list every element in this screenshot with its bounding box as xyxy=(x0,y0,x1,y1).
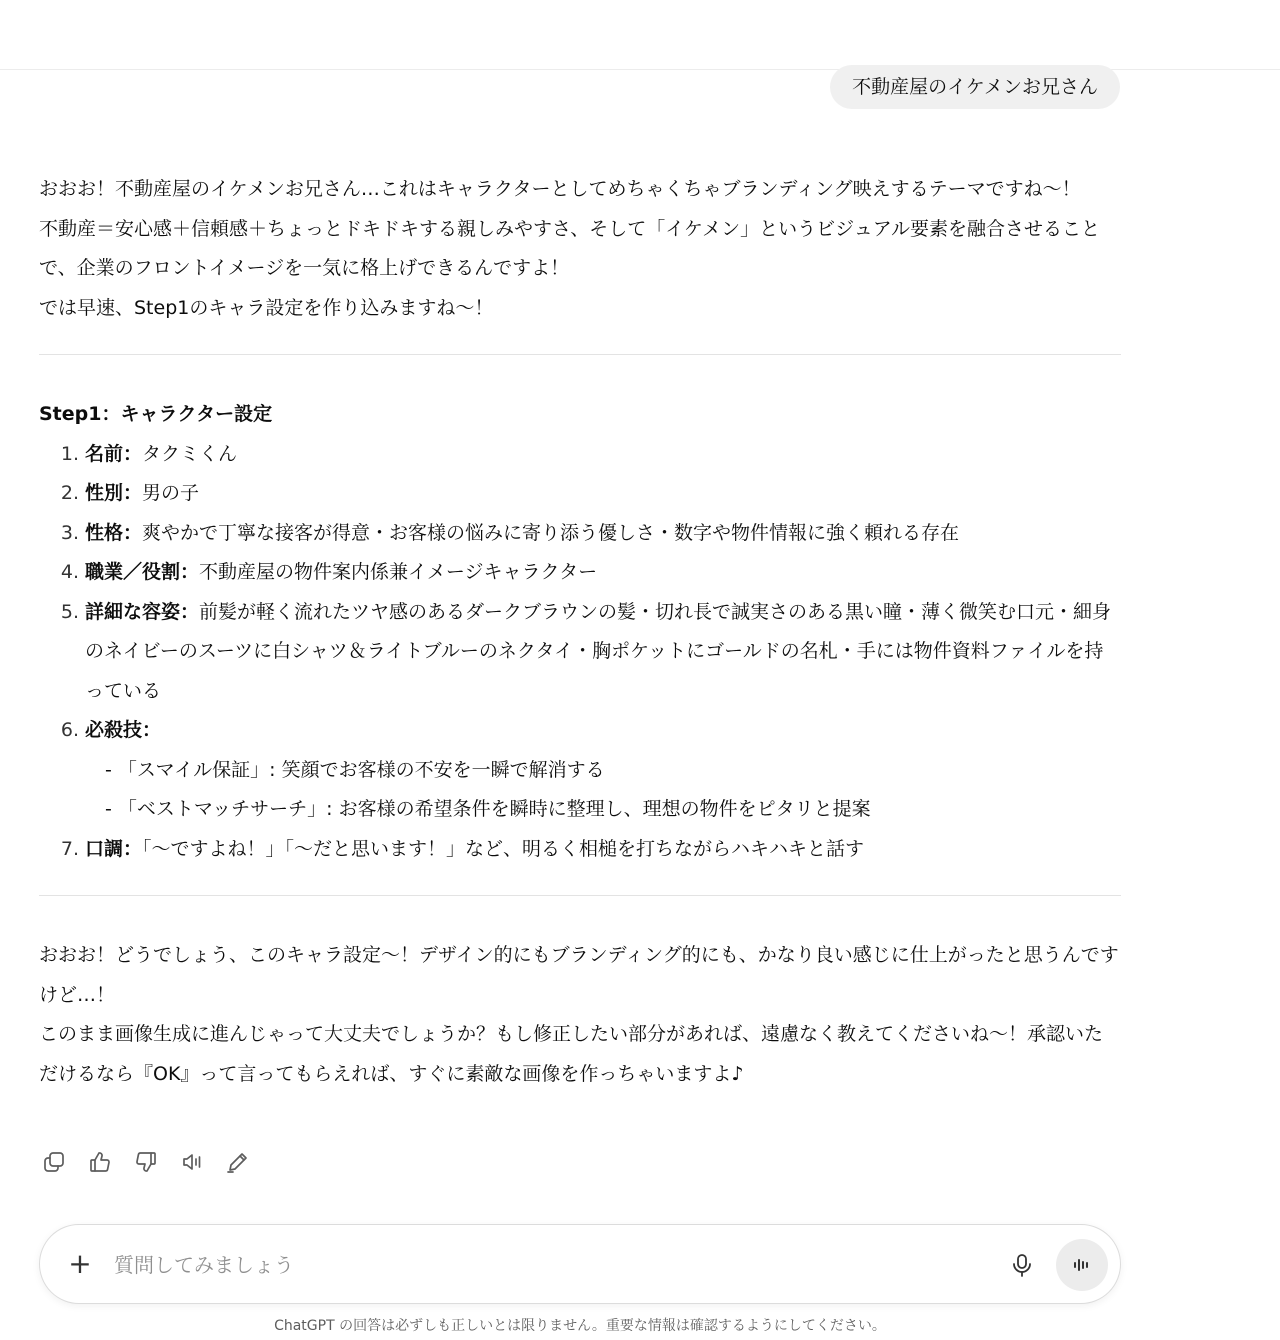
item-key: 名前： xyxy=(85,442,143,465)
top-bar xyxy=(0,0,1280,70)
list-number: 4. xyxy=(60,561,79,583)
intro-line: 不動産＝安心感＋信頼感＋ちょっとドキドキする親しみやすさ、そして「イケメン」というビジュアル要素を融合させることで、企業のフロントイメージを一気に格上げできるんですよ！ xyxy=(39,217,1100,279)
list-number: 1. xyxy=(60,442,79,465)
list-item xyxy=(39,553,1121,593)
assistant-message xyxy=(39,170,1121,1094)
list-item xyxy=(39,435,1121,475)
intro-text xyxy=(39,170,1121,328)
outro-line: おおお！どうでしょう、このキャラ設定～！デザイン的にもブランディング的にも、かなり良い感じに仕上がったと思うんですけど…！ xyxy=(39,944,1119,1006)
list-item xyxy=(39,474,1121,514)
voice-mode-button[interactable] xyxy=(1056,1239,1108,1291)
user-message-bubble: 不動産屋のイケメンお兄さん xyxy=(830,65,1120,109)
item-key: 口調： xyxy=(85,837,143,860)
special-move: - 「ベストマッチサーチ」: お客様の希望条件を瞬時に整理し、理想の物件をピタリと提案 xyxy=(105,798,871,820)
microphone-icon[interactable] xyxy=(1008,1251,1036,1279)
item-text: 前髪が軽く流れたツヤ感のあるダークブラウンの髪・切れ長で誠実さのある黒い瞳・薄く微笑む口元・細身のネイビーのスーツに白シャツ＆ライトブルーのネクタイ・胸ポケットにゴールドの名札・手には物件資料ファイルを持っている xyxy=(85,600,1112,702)
item-key: 性別： xyxy=(85,482,143,504)
list-item xyxy=(39,711,1121,830)
list-number: 5. xyxy=(60,600,79,623)
edit-icon[interactable] xyxy=(224,1148,251,1175)
list-number: 6. xyxy=(60,719,79,741)
list-number: 7. xyxy=(60,837,79,860)
intro-line: おおお！不動産屋のイケメンお兄さん…これはキャラクターとしてめちゃくちゃブランディング映えするテーマですね～！ xyxy=(39,178,1081,200)
item-text: 男の子 xyxy=(142,482,200,504)
thumbs-down-icon[interactable] xyxy=(132,1148,159,1175)
disclaimer: ChatGPT の回答は必ずしも正しいとは限りません。重要な情報は確認するようにしてください。 xyxy=(274,1318,886,1334)
copy-icon[interactable] xyxy=(40,1148,67,1175)
list-item xyxy=(39,514,1121,554)
item-key: 職業／役割： xyxy=(85,561,200,583)
list-item xyxy=(39,593,1121,712)
intro-line: では早速、Step1のキャラ設定を作り込みますね～！ xyxy=(39,296,494,319)
item-text: 爽やかで丁寧な接客が得意・お客様の悩みに寄り添う優しさ・数字や物件情報に強く頼れる存在 xyxy=(142,521,960,544)
waveform-icon xyxy=(1070,1253,1094,1277)
list-number: 2. xyxy=(60,482,79,504)
thumbs-up-icon[interactable] xyxy=(86,1148,113,1175)
item-text: タクミくん xyxy=(142,442,238,465)
prompt-input[interactable] xyxy=(114,1247,994,1283)
item-text: 「～ですよね！」「～だと思います！」など、明るく相槌を打ちながらハキハキと話す xyxy=(142,837,865,860)
step-list xyxy=(39,435,1121,870)
outro-text xyxy=(39,936,1121,1094)
divider xyxy=(39,895,1121,896)
item-key: 詳細な容姿： xyxy=(85,600,200,623)
composer xyxy=(39,1224,1121,1304)
item-key: 必殺技： xyxy=(85,719,162,741)
outro-line: このまま画像生成に進んじゃって大丈夫でしょうか？もし修正したい部分があれば、遠慮なく教えてくださいね～！承認いただけるなら『OK』って言ってもらえれば、すぐに素敵な画像を作っちゃいますよ♪ xyxy=(39,1023,1104,1085)
divider xyxy=(39,354,1121,355)
item-text: 不動産屋の物件案内係兼イメージキャラクター xyxy=(199,561,598,583)
step-heading: Step1：キャラクター設定 xyxy=(39,403,273,425)
message-actions xyxy=(40,1148,270,1175)
item-key: 性格： xyxy=(85,521,143,544)
special-move: - 「スマイル保証」: 笑顔でお客様の不安を一瞬で解消する xyxy=(105,758,605,781)
list-item xyxy=(39,830,1121,870)
list-number: 3. xyxy=(60,521,79,544)
read-aloud-icon[interactable] xyxy=(178,1148,205,1175)
plus-icon[interactable]: + xyxy=(68,1247,92,1280)
